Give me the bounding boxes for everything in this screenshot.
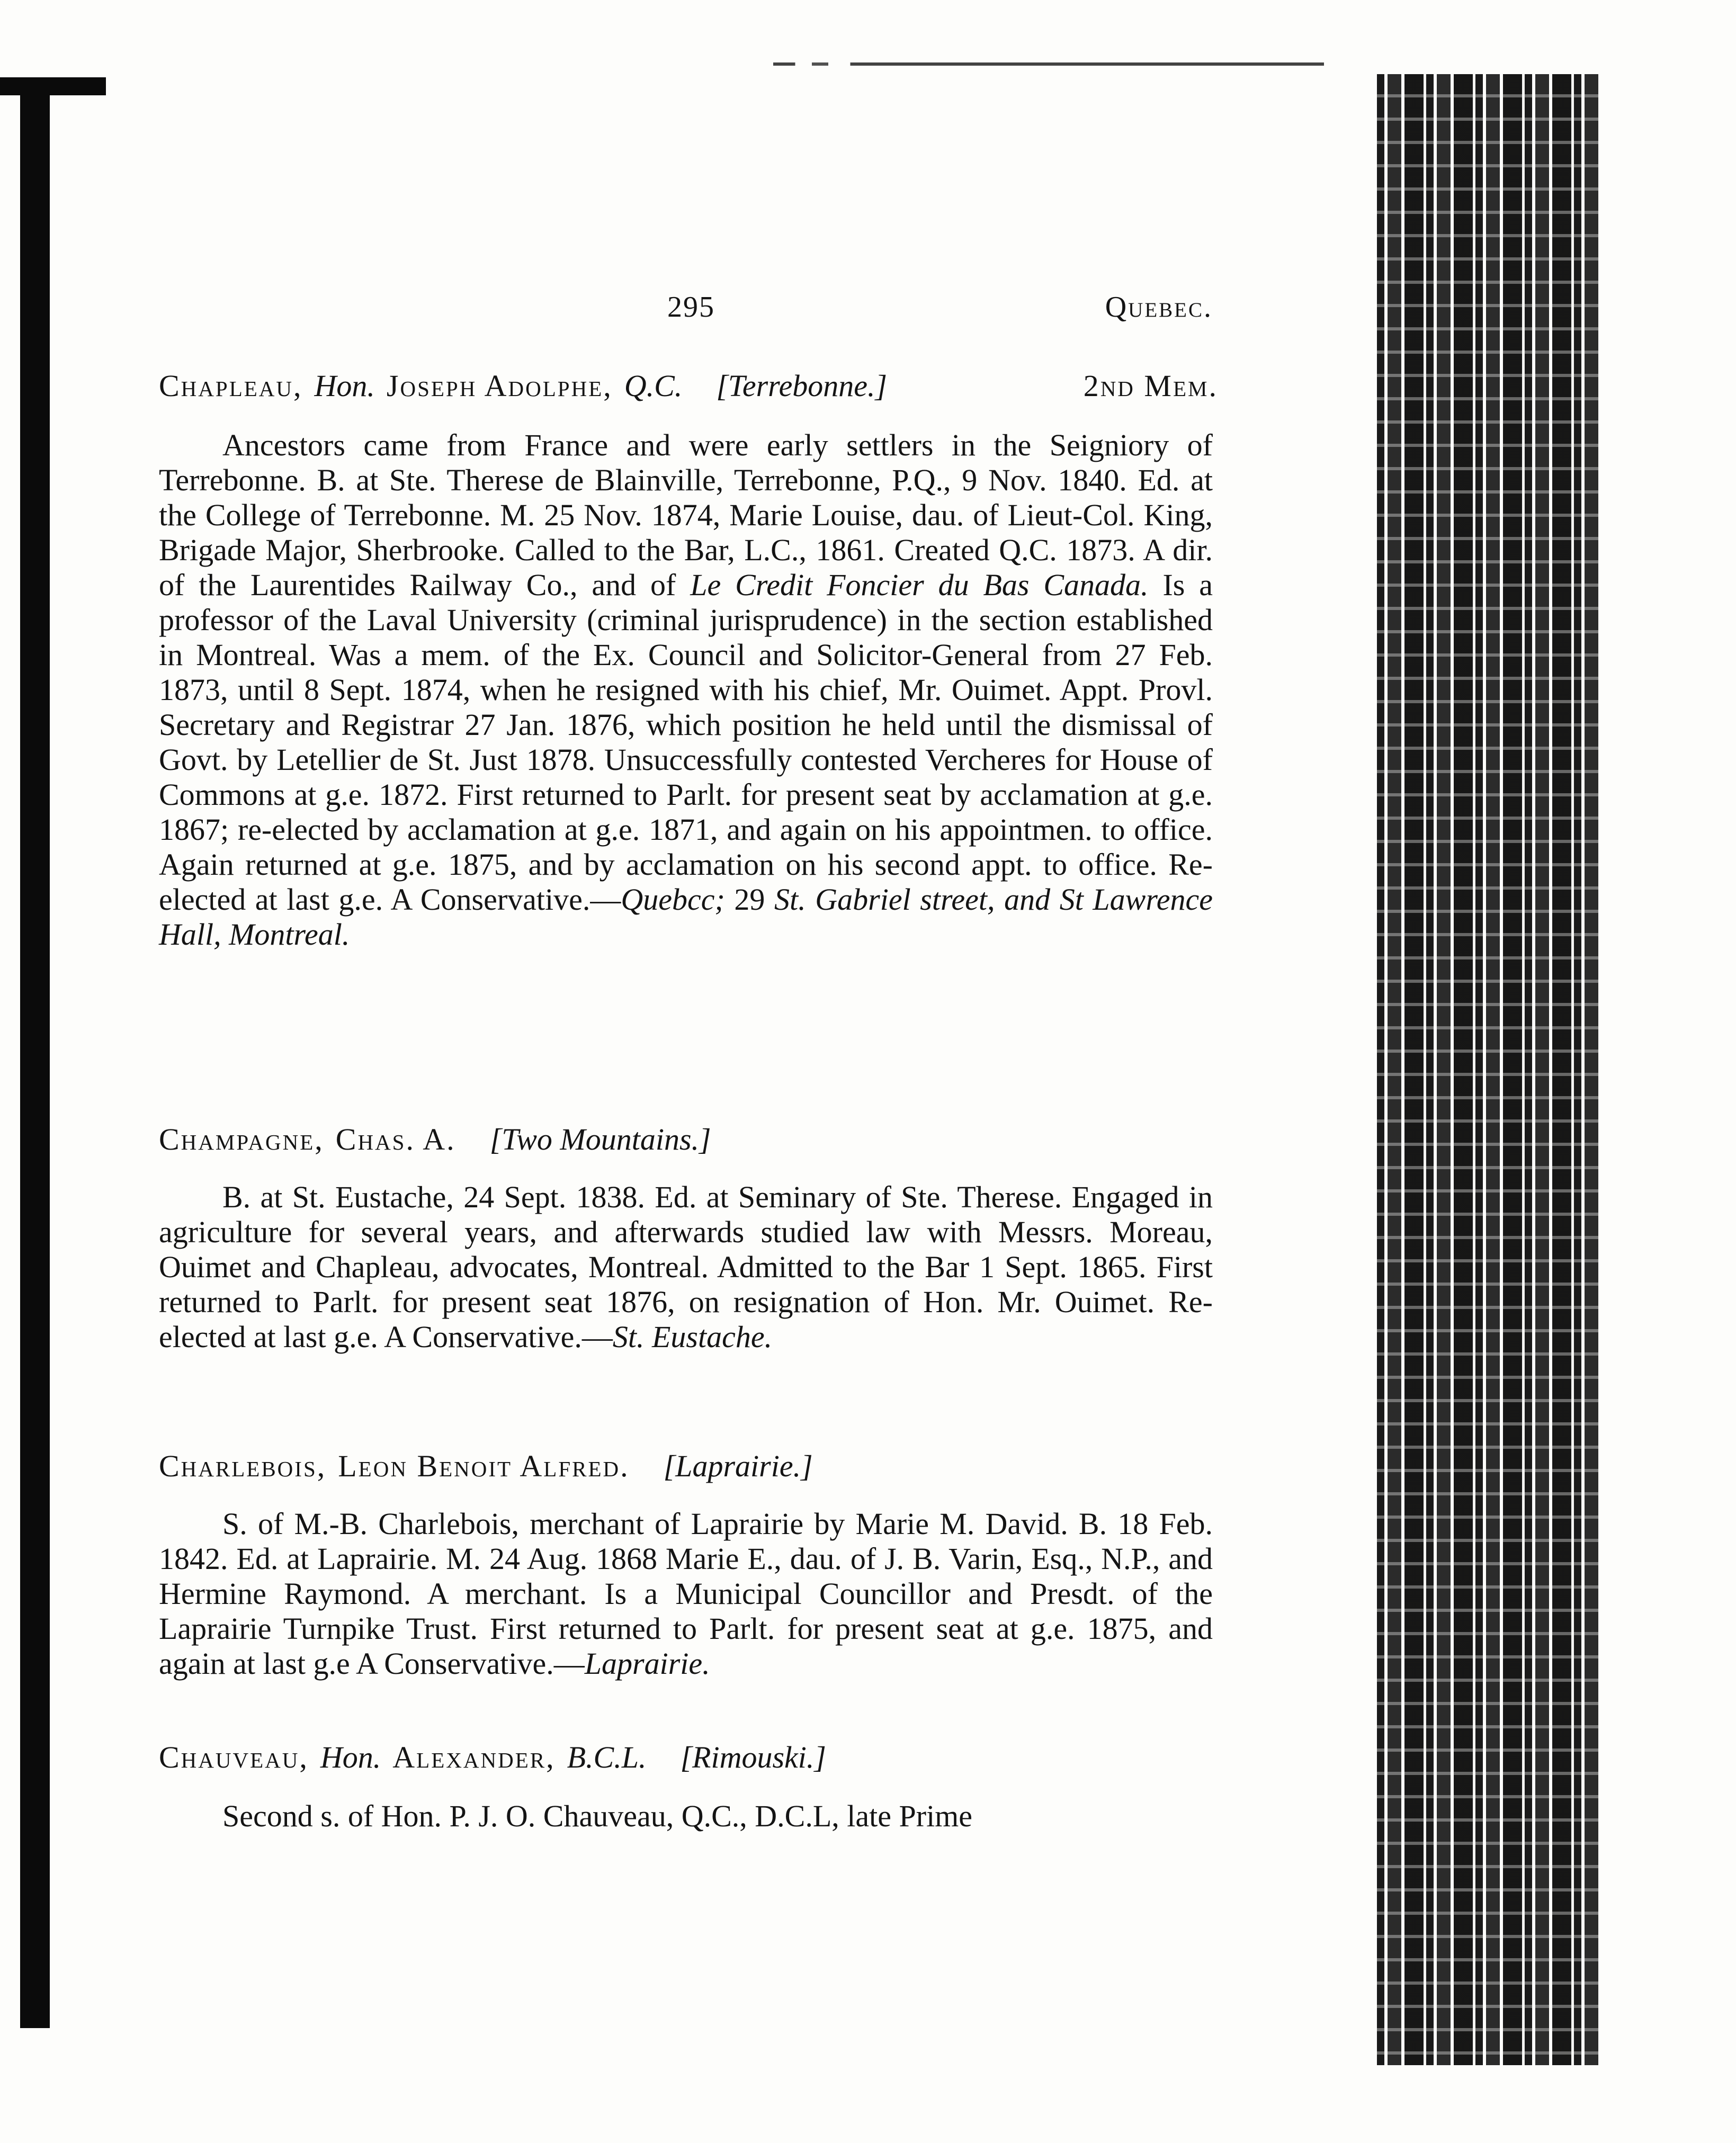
entry-body-italic: St. Gabriel street, and St Lawrence Hall, Montreal. [159, 882, 1213, 952]
entry-heading [159, 1739, 1218, 1782]
entry-given-names: Alexander, [392, 1740, 556, 1774]
entry-heading [159, 1122, 1218, 1164]
entry-suffix: Q.C. [624, 369, 683, 403]
entry-heading [159, 368, 1218, 410]
page-number: 295 [667, 291, 715, 324]
entry-heading [159, 1448, 1218, 1491]
entry-body-text: 29 [724, 882, 775, 917]
entry-note: 2nd Mem. [1083, 369, 1218, 403]
entry-suffix: B.C.L. [567, 1740, 647, 1774]
entry-body-text: Second s. of Hon. P. J. O. Chauveau, Q.C., D.C.L, late Prime [222, 1799, 973, 1833]
entry-body [159, 1507, 1213, 1681]
entry-honorific: Hon. [314, 369, 375, 403]
entry-given-names: Joseph Adolphe, [386, 369, 613, 403]
entry-surname: Charlebois, [159, 1449, 327, 1483]
entry-body-italic: Laprairie. [584, 1646, 710, 1681]
running-title: Quebec. [1105, 291, 1213, 324]
entry-riding: [Two Mountains.] [489, 1122, 711, 1156]
entry-body-text: B. at St. Eustache, 24 Sept. 1838. Ed. at Seminary of Ste. Therese. Engaged in agriculture for several years, and afterwards studied law with Messrs. Moreau, Ouimet and Chapleau, advocates, Montreal. Admitted to the Bar 1 Sept. 1865. First returned to Parlt. for present seat 1876, on resignation of Hon. Mr. Ouimet. Re-elected at last g.e. A Conservative.— [159, 1180, 1213, 1354]
running-head [636, 290, 1213, 338]
entry-riding: [Rimouski.] [680, 1740, 826, 1774]
entry-riding: [Laprairie.] [663, 1449, 813, 1483]
entry-body-italic: Le Credit Foncier du Bas Canada. [690, 568, 1149, 602]
entry-surname: Chauveau, [159, 1740, 309, 1774]
entry-surname: Champagne, [159, 1122, 324, 1156]
entry-body-italic: St. Eustache. [612, 1320, 773, 1354]
entry-body [159, 428, 1213, 952]
entry-body-text: Ancestors came from France and were early settlers in the Seigniory of Terrebonne. B. at Ste. Therese de Blainville, Terrebonne, P.Q., 9 Nov. 1840. Ed. at the College of Terrebonne. M. 25 Nov. 1874, Marie Louise, dau. of Lieut-Col. King, Brigade Major, Sherbrooke. Called to the Bar, L.C., 1861. Created Q.C. 1873. A dir. of the Laurentides Railway Co., and of [159, 428, 1213, 602]
entry-riding: [Terrebonne.] [716, 369, 888, 403]
scan-page-stack-texture [1377, 74, 1599, 2065]
entry-body [159, 1180, 1213, 1355]
entry-honorific: Hon. [320, 1740, 381, 1774]
entry-body [159, 1799, 1213, 1834]
entry-body-italic: Quebcc; [621, 882, 725, 917]
entry-given-names: Chas. A. [335, 1122, 456, 1156]
entry-given-names: Leon Benoit Alfred. [338, 1449, 630, 1483]
entry-body-text: Is a professor of the Laval University (criminal jurisprudence) in the section established in Montreal. Was a mem. of the Ex. Council and Solicitor-General from 27 Feb. 1873, until 8 Sept. 1874, when he resigned with his chief, Mr. Ouimet. Appt. Provl. Secretary and Registrar 27 Jan. 1876, which position he held until the dismissal of Govt. by Letellier de St. Just 1878. Unsuccessfully contested Vercheres for House of Commons at g.e. 1872. First returned to Parlt. for present seat by acclamation at g.e. 1867; re-elected by acclamation at g.e. 1871, and again on his appointmen. to office. Again returned at g.e. 1875, and by acclamation on his second appt. to office. Re-elected at last g.e. A Conservative.— [159, 568, 1213, 917]
entry-body-text: S. of M.-B. Charlebois, merchant of Laprairie by Marie M. David. B. 18 Feb. 1842. Ed. at Laprairie. M. 24 Aug. 1868 Marie E., dau. of J. B. Varin, Esq., N.P., and Hermine Raymond. A merchant. Is a Municipal Councillor and Presdt. of the Laprairie Turnpike Trust. First returned to Parlt. for present seat at g.e. 1875, and again at last g.e A Conservative.— [159, 1507, 1213, 1681]
entry-surname: Chapleau, [159, 369, 303, 403]
